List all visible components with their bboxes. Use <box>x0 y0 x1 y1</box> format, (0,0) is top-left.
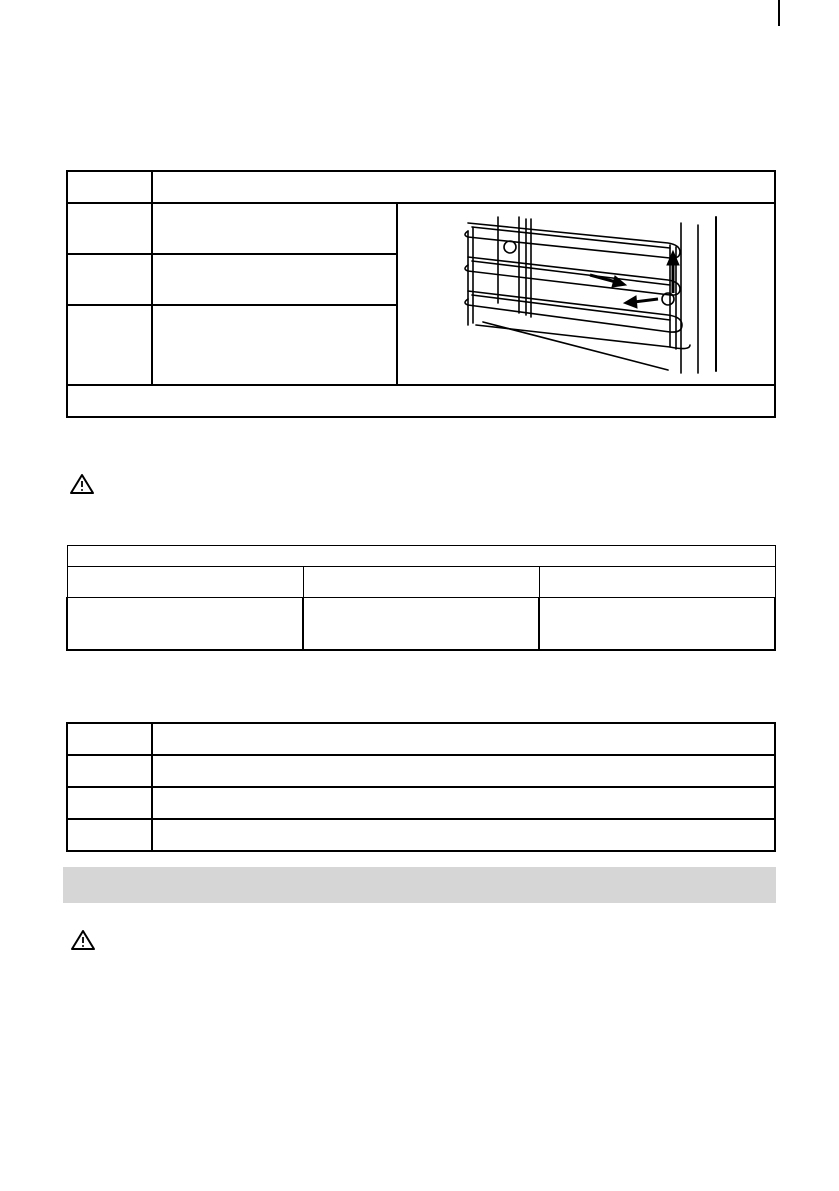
table-row <box>67 723 775 755</box>
instruction-table-1 <box>66 170 776 418</box>
action-cell <box>152 787 775 819</box>
step-cell <box>67 723 152 755</box>
action-cell <box>152 305 397 385</box>
table-footer-row <box>67 385 775 417</box>
step-cell <box>67 755 152 787</box>
action-cell <box>152 755 775 787</box>
table-title-cell <box>67 546 775 567</box>
data-cell <box>67 598 303 650</box>
data-cell <box>539 598 775 650</box>
table-row <box>67 819 775 851</box>
header-cell-action <box>152 171 775 203</box>
header-cell-step <box>67 171 152 203</box>
info-table-2 <box>66 545 776 651</box>
table-row <box>67 755 775 787</box>
table-row <box>67 787 775 819</box>
page-corner-mark <box>778 0 780 26</box>
action-cell <box>152 254 397 305</box>
step-cell <box>67 203 152 254</box>
warning-triangle-icon <box>70 929 96 951</box>
steps-table-3 <box>66 722 776 852</box>
action-cell <box>152 723 775 755</box>
shelf-support-removal-illustration <box>398 205 774 383</box>
warning-triangle-icon <box>69 473 95 495</box>
header-cell <box>539 567 775 598</box>
footer-cell <box>67 385 775 417</box>
step-cell <box>67 254 152 305</box>
table-row <box>67 598 775 650</box>
table-header-row <box>67 171 775 203</box>
action-cell <box>152 203 397 254</box>
action-cell <box>152 819 775 851</box>
table-title-row <box>67 546 775 567</box>
step-cell <box>67 305 152 385</box>
step-cell <box>67 819 152 851</box>
header-cell <box>303 567 539 598</box>
section-header-bar <box>63 867 776 903</box>
step-cell <box>67 787 152 819</box>
data-cell <box>303 598 539 650</box>
table-header-row <box>67 567 775 598</box>
illustration-cell <box>397 203 775 385</box>
table-row <box>67 203 775 254</box>
header-cell <box>67 567 303 598</box>
